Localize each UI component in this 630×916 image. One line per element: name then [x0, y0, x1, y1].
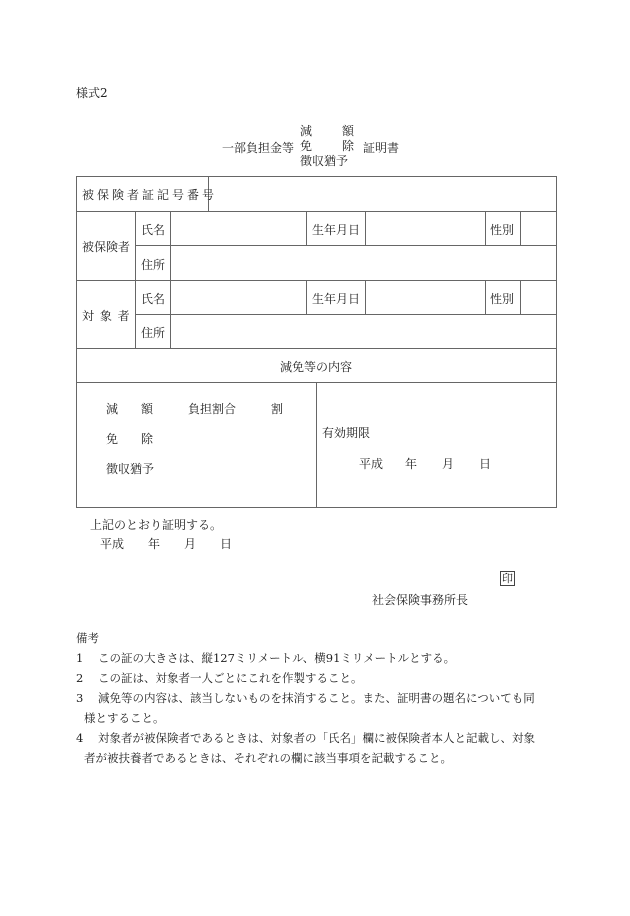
table-rule	[485, 211, 486, 245]
reduction-header: 減免等の内容	[280, 360, 353, 374]
exempt-option-a: 免	[106, 432, 119, 446]
certification-era: 平成	[100, 537, 125, 551]
validity-label: 有効期限	[322, 426, 371, 440]
title-option-defer: 徴収猶予	[300, 154, 349, 168]
insured-address-label: 住所	[141, 258, 166, 272]
note-item-3-cont: 様とすること。	[84, 711, 165, 725]
note-item-4: 4 対象者が被保険者であるときは、対象者の「氏名」欄に被保険者本人と記載し、対象	[76, 731, 535, 745]
note-item-3: 3 減免等の内容は、該当しないものを抹消すること。また、証明書の題名についても同	[76, 691, 535, 705]
validity-era: 平成	[359, 457, 384, 471]
insured-dob-label: 生年月日	[312, 223, 361, 237]
exempt-option-b: 除	[141, 432, 154, 446]
validity-month: 月	[442, 457, 455, 471]
note-item-4-cont: 者が被扶養者であるときは、それぞれの欄に該当事項を記載すること。	[84, 751, 452, 765]
title-option-reduce: 減 額	[300, 124, 355, 138]
burden-ratio-label: 負担割合	[188, 402, 237, 416]
insured-name-field[interactable]	[171, 212, 306, 245]
table-border-bottom	[76, 507, 557, 508]
subject-sex-field[interactable]	[521, 281, 556, 314]
table-rule	[316, 382, 317, 507]
certification-statement: 上記のとおり証明する。	[90, 518, 223, 532]
insured-label: 被保険者	[82, 240, 131, 254]
seal-mark: 印	[502, 572, 513, 585]
certification-year: 年	[148, 537, 161, 551]
note-item-1: 1 この証の大きさは、縦127ミリメートル、横91ミリメートルとする。	[76, 651, 456, 665]
table-rule	[485, 280, 486, 314]
insured-sex-label: 性別	[490, 223, 515, 237]
table-border-right	[556, 176, 557, 508]
subject-dob-label: 生年月日	[312, 292, 361, 306]
title-suffix: 証明書	[363, 141, 400, 155]
subject-name-label: 氏名	[141, 292, 166, 306]
table-border-left	[76, 176, 77, 508]
title-option-exempt: 免 除	[300, 139, 355, 153]
table-rule	[306, 211, 307, 245]
issuer-title: 社会保険事務所長	[372, 593, 469, 607]
insured-name-label: 氏名	[141, 223, 166, 237]
subject-name-field[interactable]	[171, 281, 306, 314]
subject-label: 対 象 者	[82, 309, 131, 323]
title-prefix: 一部負担金等	[222, 141, 295, 155]
notes-heading: 備考	[76, 631, 99, 645]
reduce-option-a: 減	[106, 402, 119, 416]
certification-month: 月	[184, 537, 197, 551]
table-rule	[135, 211, 136, 348]
defer-option: 徴収猶予	[106, 462, 155, 476]
ratio-unit: 割	[271, 402, 284, 416]
title-options	[300, 124, 354, 169]
validity-year: 年	[405, 457, 418, 471]
form-number: 様式2	[76, 86, 108, 100]
subject-sex-label: 性別	[490, 292, 515, 306]
insurance-number-field[interactable]	[209, 177, 556, 211]
table-rule	[306, 280, 307, 314]
note-item-2: 2 この証は、対象者一人ごとにこれを作製すること。	[76, 671, 363, 685]
subject-dob-field[interactable]	[366, 281, 485, 314]
insured-dob-field[interactable]	[366, 212, 485, 245]
notes-section	[76, 628, 535, 768]
insured-address-field[interactable]	[171, 246, 556, 280]
certification-day: 日	[220, 537, 233, 551]
subject-address-field[interactable]	[171, 315, 556, 348]
insurance-number-label: 被保険者証記号番号	[82, 188, 218, 202]
validity-day: 日	[479, 457, 492, 471]
subject-address-label: 住所	[141, 326, 166, 340]
insured-sex-field[interactable]	[521, 212, 556, 245]
reduce-option-b: 額	[141, 402, 154, 416]
table-rule	[76, 348, 557, 349]
